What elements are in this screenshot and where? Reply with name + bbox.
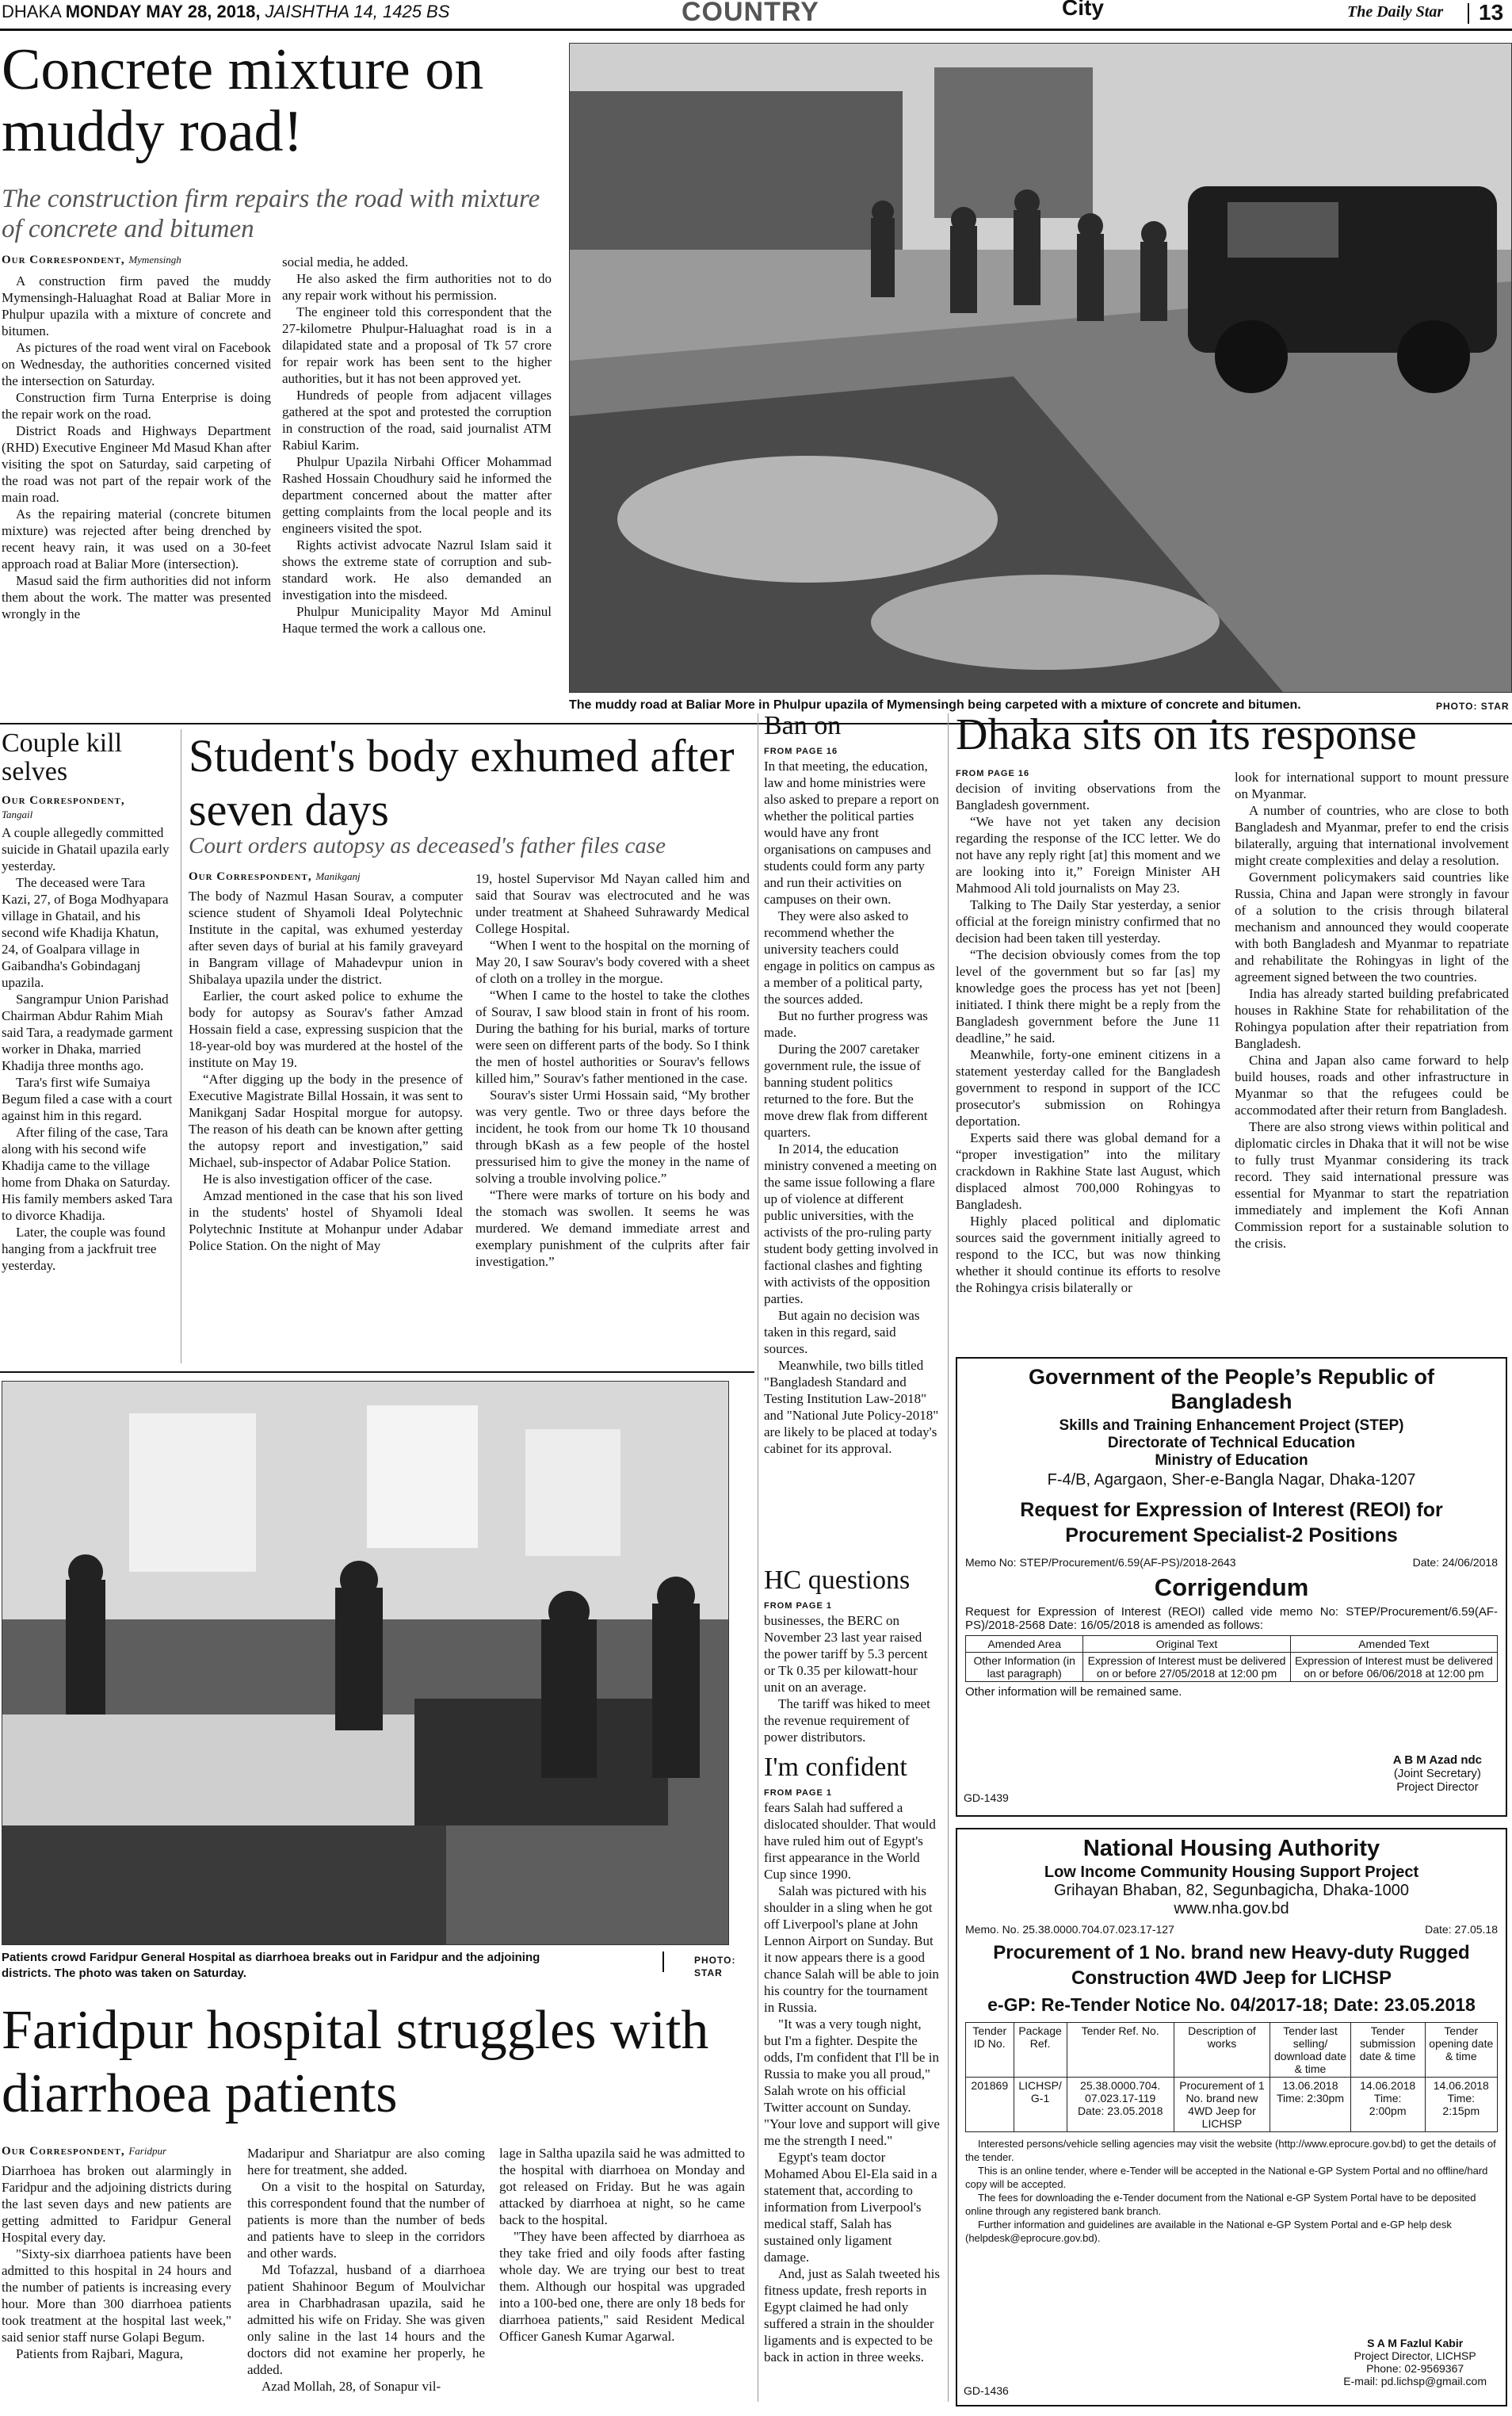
para: China and Japan also came forward to help build houses, roads and other infrastructure in Myanmar so that the refugees could be accommodated after their return from Bangladesh. xyxy=(1235,1053,1509,1118)
story7-headline: Dhaka sits on its response xyxy=(956,710,1417,759)
ad2-th: Tender Ref. No. xyxy=(1067,2023,1174,2078)
story7-from: FROM PAGE 16 xyxy=(956,769,1030,778)
ad2-memo-row xyxy=(965,1923,1498,1936)
ad1-th: Amended Text xyxy=(1290,1636,1497,1653)
para: Phulpur Municipality Mayor Md Aminul Haque termed the work a callous one. xyxy=(282,604,552,636)
para: "They have been affected by diarrhoea as they take fried and oily foods after fasting whole day. We are trying our best to treat them. Although our hospital was upgraded into a 100-bed one, there are only 18 beds for diarrhoea patients," said Resident Medical Officer Ganesh Kumar Agarwal. xyxy=(499,2229,745,2344)
hospital-photo-illustration xyxy=(2,1382,728,1944)
road-photo xyxy=(569,43,1512,693)
road-photo-caption: The muddy road at Baliar More in Phulpur upazila of Mymensingh being carpeted with a mixture of concrete and bitumen. xyxy=(569,698,1301,712)
ad2-line2: Grihayan Bhaban, 82, Segunbagicha, Dhaka-1000 xyxy=(1053,1882,1410,1899)
para: District Roads and Highways Department (RHD) Executive Engineer Md Masud Khan after visiting the spot on Saturday, said carpeting of the road was not part of the repair work of the main road. xyxy=(2,423,271,505)
para: Experts said there was global demand for a “proper investigation” into the military crackdown in Rakhine State last August, which displaced almost 700,000 Rohingyas to Bangladesh. xyxy=(956,1130,1220,1212)
ad2-td: LICHSP/ G-1 xyxy=(1014,2078,1067,2132)
para: There are also strong views within political and diplomatic circles in Dhaka that it will not be wise to fully trust Myanmar considering its track record. They said international pressure was essential for Myanmar to start the repatriation immediately and implement the Kofi Annan Commission report for a sustainable solution to the crisis. xyxy=(1235,1119,1509,1251)
ad2-signer-title: Project Director, LICHSP xyxy=(1354,2349,1476,2362)
ad2-date: Date: 27.05.18 xyxy=(1425,1923,1498,1936)
para: social media, he added. xyxy=(282,254,409,270)
para: Meanwhile, forty-one eminent citizens in a statement yesterday called for the Bangladesh government to respond in support of the ICC prosecutor's submission on Rohingya deportation. xyxy=(956,1047,1220,1129)
ad1-signer-title1: (Joint Secretary) xyxy=(1393,1767,1481,1780)
story1-subhead: The construction firm repairs the road with mixture of concrete and bitumen xyxy=(2,185,540,243)
ad2-th: Tender ID No. xyxy=(966,2023,1014,2078)
city-tab: City xyxy=(1062,0,1104,20)
story5-body xyxy=(764,1612,940,1745)
para: Talking to The Daily Star yesterday, a senior official at the foreign ministry confirmed that no decision had been taken till yesterday. xyxy=(956,897,1220,946)
ad2-notes xyxy=(965,2137,1498,2245)
para: Azad Mollah, 28, of Sonapur vil- xyxy=(262,2379,441,2394)
ad2-memo: Memo. No. 25.38.0000.704.07.023.17-127 xyxy=(965,1923,1174,1936)
para: Construction firm Turna Enterprise is doing the repair work on the road. xyxy=(2,390,271,422)
ad1-table xyxy=(965,1635,1498,1682)
ad2-th: Package Ref. xyxy=(1014,2023,1067,2078)
para: Highly placed political and diplomatic sources said the government initially agreed to respond to the ICC, but was now thinking whether it should continue its efforts to resolve the Rohingya crisis bilaterally or xyxy=(956,1214,1220,1295)
para: Earlier, the court asked police to exhume the body for autopsy as Sourav's father Amzad Hossain field a case, expressing suspicion that the 18-year-old boy was murdered at the hostel of the institute on May 19. xyxy=(189,988,463,1070)
story3-byline-label: Our Correspondent, xyxy=(189,870,312,883)
ad2-phone: Phone: 02-9569367 xyxy=(1366,2362,1464,2375)
ad1-title: Government of the People’s Republic of Bangladesh xyxy=(1028,1365,1435,1413)
road-photo-illustration xyxy=(570,44,1511,692)
para: fears Salah had suffered a dislocated shoulder. That would have ruled him out of Egypt's first appearance in the World Cup since 1990. xyxy=(764,1800,936,1882)
page-header xyxy=(0,0,1512,29)
story4-from: FROM PAGE 16 xyxy=(764,747,838,756)
para: businesses, the BERC on November 23 last year raised the power tariff by 5.3 percent or Tk 0.35 per kilowatt-hour unit on an average. xyxy=(764,1613,928,1695)
para: Diarrhoea has broken out alarmingly in Faridpur and the adjoining districts during the last seven days and new patients are getting admitted to Faridpur General Hospital every day. xyxy=(2,2163,231,2245)
para: The body of Nazmul Hasan Sourav, a computer science student of Shyamoli Ideal Polytechnic Institute in the capital, was exhumed yesterday after seven days of burial at his family graveyard in Bangram village of Mahadevpur union in Shibalaya upazila under the district. xyxy=(189,889,463,987)
ad2-note: This is an online tender, where e-Tender will be accepted in the National e-GP System Portal and no offline/hard copy will be accepted. xyxy=(965,2165,1488,2190)
para: “The decision obviously comes from the top level of the government but so far [as] my knowledge goes the process has yet not [been] initiated. I think there might be a reply from the Bangladesh government before the June 11 deadline,” he said. xyxy=(956,947,1220,1046)
ad2-note: Interested persons/vehicle selling agencies may visit the website (http://www.eprocure.gov.bd) to get the details of the tender. xyxy=(965,2138,1496,2163)
story5-headline: HC questions xyxy=(764,1565,911,1595)
para: Sourav's sister Urmi Hossain said, “My brother was very gentle. Two or three days before the incident, he took from our home Tk 10 thousand through bKash as a few people of the hostel pressurised him to give the money in the name of solving a trouble involving police.” xyxy=(475,1088,750,1186)
story2-headline: Couple kill selves xyxy=(2,728,123,786)
story3-byline xyxy=(189,870,361,884)
para: A construction firm paved the muddy Mymensingh-Haluaghat Road at Baliar More in Phulpur upazila with a mixture of concrete and bitumen. xyxy=(2,273,271,338)
caption-divider xyxy=(662,1952,664,1972)
para: “When I went to the hospital on the morning of May 20, I saw Sourav's body covered with a sheet of cloth on a trolley in the morgue. xyxy=(475,938,750,986)
story8-col2 xyxy=(247,2145,485,2395)
ad2-title: National Housing Authority xyxy=(1082,1836,1380,1861)
story3-subhead: Court orders autopsy as deceased's father files case xyxy=(189,833,666,858)
para: He is also investigation officer of the case. xyxy=(203,1172,433,1187)
ad1-heading: Corrigendum xyxy=(1154,1573,1309,1601)
para: Md Tofazzal, husband of a diarrhoea patient Shahinoor Begum of Moulvichar area in Charbhadrasan upazila, said he admitted his wife on Friday. She was given only saline in the last 14 hours and the doctors did not examine her properly, he added. xyxy=(247,2262,485,2377)
ad2-table xyxy=(965,2022,1498,2132)
story1-col2 xyxy=(282,254,552,636)
para: Hundreds of people from adjacent villages gathered at the spot and protested the corruption in construction of the road, said journalist ATM Rabiul Karim. xyxy=(282,388,552,453)
header-city: DHAKA xyxy=(2,2,61,21)
ad1-date: Date: 24/06/2018 xyxy=(1412,1556,1498,1569)
para: Meanwhile, two bills titled "Bangladesh Standard and Testing Institution Law-2018" and "National Jute Policy-2018" are likely to be placed at today's cabinet for its approval. xyxy=(764,1358,939,1456)
para: But no further progress was made. xyxy=(764,1008,928,1040)
para: decision of inviting observations from the Bangladesh government. xyxy=(956,781,1220,812)
ad2-td: 14.06.2018 Time: 2:15pm xyxy=(1425,2078,1497,2132)
para: look for international support to mount pressure on Myanmar. xyxy=(1235,770,1509,801)
hospital-photo-caption: Patients crowd Faridpur General Hospital as diarrhoea breaks out in Faridpur and the adjoining districts. The photo was taken on Saturday. xyxy=(2,1951,540,1980)
paper-name: The Daily Star xyxy=(1347,3,1444,21)
para: India has already started building prefabricated houses in Rakhine State for rehabilitation of the Rohingya population after their repatriation from Bangladesh. xyxy=(1235,986,1509,1051)
para: Government policymakers said countries like Russia, China and Japan were strongly in favour of a solution to the crisis through bilateral mechanism and announced they would cooperate with both Bangladesh and Myanmar to repatriate and rehabilitate the Rohingyas in light of the agreement signed between the two countries. xyxy=(1235,870,1509,984)
ad1-td: Other Information (in last paragraph) xyxy=(966,1653,1083,1682)
hospital-photo-credit: STAR xyxy=(694,1967,723,1978)
story3-headline: Student's body exhumed after seven days xyxy=(189,730,735,835)
ad2-th: Tender submission date & time xyxy=(1350,2023,1425,2078)
story6-headline: I'm confident xyxy=(764,1753,907,1782)
header-bengali-date: JAISHTHA 14, 1425 BS xyxy=(265,2,450,21)
story8-col3 xyxy=(499,2145,745,2345)
story4-body xyxy=(764,758,940,1457)
story8-byline-label: Our Correspondent, xyxy=(2,2145,125,2158)
ad1-gd: GD-1439 xyxy=(964,1791,1009,1804)
ad2-th: Tender opening date & time xyxy=(1425,2023,1497,2078)
story8-headline: Faridpur hospital struggles with diarrhoea patients xyxy=(2,2000,709,2124)
story3-col2 xyxy=(475,870,750,1270)
para: During the 2007 caretaker government rule, the issue of banning student politics returned to the fore. But the move drew flak from different quarters. xyxy=(764,1042,928,1140)
para: “There were marks of torture on his body and the stomach was swollen. It seems he was murdered. We demand immediate arrest and exemplary punishment of the culprits after fair investigation.” xyxy=(475,1187,750,1269)
para: Sangrampur Union Parishad Chairman Abdur Rahim Miah said Tara, a readymade garment worker in Dhaka, married Khadija three months ago. xyxy=(2,992,174,1073)
ad1-th: Amended Area xyxy=(966,1636,1083,1653)
ad2-web: www.nha.gov.bd xyxy=(1174,1900,1289,1917)
section-label: COUNTRY xyxy=(682,0,819,27)
para: Amzad mentioned in the case that his son lived in the students' hostel of Shyamoli Ideal Polytechnic Institute at Mohanpur under Adabar Police Station. On the night of May xyxy=(189,1188,463,1253)
ad1-line2: Directorate of Technical Education xyxy=(1107,1435,1356,1451)
hospital-photo xyxy=(2,1381,729,1945)
ad2-line1: Low Income Community Housing Support Project xyxy=(1044,1864,1419,1881)
ad2-email: E-mail: pd.lichsp@gmail.com xyxy=(1343,2375,1487,2387)
para: Later, the couple was found hanging from a jackfruit tree yesterday. xyxy=(2,1225,166,1273)
para: Patients from Rajbari, Magura, xyxy=(16,2346,184,2361)
para: A couple allegedly committed suicide in Ghatail upazila early yesterday. xyxy=(2,825,170,874)
story4-headline: Ban on xyxy=(764,711,842,740)
ad1-td: Expression of Interest must be delivered on or before 06/06/2018 at 12:00 pm xyxy=(1290,1653,1497,1682)
story3-col1 xyxy=(189,888,463,1254)
ad2-td: 25.38.0000.704. 07.023.17-119 Date: 23.05.2018 xyxy=(1067,2078,1174,2132)
para: Masud said the firm authorities did not inform them about the work. The matter was presented wrongly in the xyxy=(2,573,271,621)
para: lage in Saltha upazila said he was admitted to the hospital with diarrhoea on Monday and got released on Friday. But he was again attacked by diarrhoea at night, so he came back to the hospital. xyxy=(499,2146,745,2227)
ad1-signer: A B M Azad ndc xyxy=(1392,1753,1482,1767)
ad-nha-tender xyxy=(956,1828,1507,2406)
story1-byline xyxy=(2,254,181,267)
story8-col1 xyxy=(2,2162,231,2362)
ad2-note: Further information and guidelines are available in the National e-GP System Portal and e-GP help desk (helpdesk@eprocure.gov.bd). xyxy=(965,2219,1452,2244)
story3-place: Manikganj xyxy=(315,870,361,882)
para: In 2014, the education ministry convened a meeting on the same issue following a flare up of violence at different public universities, with the activists of the pro-ruling party student body getting involved in factional clashes and fighting with activists of the opposition parties. xyxy=(764,1141,939,1306)
para: And, just as Salah tweeted his fitness update, fresh reports in Egypt claimed he had only suffered a strain in the shoulder ligaments and is expected to be back in action in three weeks. xyxy=(764,2266,940,2364)
para: Rights activist advocate Nazrul Islam said it shows the extreme state of corruption and sub-standard work. He also demanded an investigation into the misdeed. xyxy=(282,537,552,602)
page-number: 13 xyxy=(1479,0,1504,25)
ad1-address: F-4/B, Agargaon, Sher-e-Bangla Nagar, Dhaka-1207 xyxy=(1047,1471,1416,1489)
story8-byline xyxy=(2,2145,166,2158)
ad1-intro: Request for Expression of Interest (REOI) called vide memo No: STEP/Procurement/6.59(AF-PS)/2018-2568 Date: 16/05/2018 is amended as follows: xyxy=(965,1605,1498,1632)
ad2-th: Tender last selling/ download date & time xyxy=(1270,2023,1351,2078)
section-rule-2 xyxy=(0,1371,754,1373)
ad2-gd: GD-1436 xyxy=(964,2384,1009,2397)
para: “After digging up the body in the presence of Executive Magistrate Billal Hossain, it was sent to Manikganj Sadar Hospital morgue for autopsy. The reason of his death can be known after getting the autopsy report and investigation,” said Michael, sub-inspector of Adabar Police Station. xyxy=(189,1072,463,1170)
header-divider xyxy=(1468,3,1469,24)
ad1-signer-title2: Project Director xyxy=(1396,1780,1479,1794)
hospital-photo-credit-label: PHOTO: xyxy=(694,1955,736,1966)
ad2-td: 14.06.2018 Time: 2:00pm xyxy=(1350,2078,1425,2132)
col-rule-3 xyxy=(948,713,949,2402)
story6-from: FROM PAGE 1 xyxy=(764,1788,832,1798)
story1-col1 xyxy=(2,273,271,622)
story2-byline: Our Correspondent, xyxy=(2,794,125,807)
ad1-memo-row xyxy=(965,1556,1498,1569)
story7-col2 xyxy=(1235,769,1509,1252)
para: 19, hostel Supervisor Md Nayan called him and said that Sourav was electrocuted and he was under treatment at Shaheed Suhrawardy Medical College Hospital. xyxy=(475,871,750,936)
para: A number of countries, who are close to both Bangladesh and Myanmar, prefer to end the crisis bilaterally, arguing that international involvement might create complexities and delay a resolution. xyxy=(1235,803,1509,868)
para: Tara's first wife Sumaiya Begum filed a case with a court against him in this regard. xyxy=(2,1075,173,1123)
ad2-headline: Procurement of 1 No. brand new Heavy-duty Rugged Construction 4WD Jeep for LICHSP xyxy=(993,1942,1470,1989)
header-rule xyxy=(0,29,1512,31)
para: “We have not yet taken any decision regarding the response of the ICC letter. We do not have any reply right [at] this moment and we are looking into it,” Foreign Minister AH Mahmood Ali told journalists on May 23. xyxy=(956,814,1220,896)
ad1-th: Original Text xyxy=(1083,1636,1290,1653)
ad1-request: Request for Expression of Interest (REOI) for Procurement Specialist-2 Positions xyxy=(1020,1499,1443,1546)
ad1-td: Expression of Interest must be delivered on or before 27/05/2018 at 12:00 pm xyxy=(1083,1653,1290,1682)
ad1-other: Other information will be remained same. xyxy=(965,1685,1182,1699)
ad2-td: 13.06.2018 Time: 2:30pm xyxy=(1270,2078,1351,2132)
para: But again no decision was taken in this regard, said sources. xyxy=(764,1308,920,1356)
ad2-notice: e-GP: Re-Tender Notice No. 04/2017-18; Date: 23.05.2018 xyxy=(987,1994,1476,2015)
para: Phulpur Upazila Nirbahi Officer Mohammad Rashed Hossain Choudhury said he informed the department concerned about the matter after getting complaints from the local people and its engineers visited the spot. xyxy=(282,454,552,536)
para: Egypt's team doctor Mohamed Abou El-Ela said in a statement that, according to information from Liverpool's medical staff, Salah has sustained only ligament damage. xyxy=(764,2150,937,2265)
ad2-signature xyxy=(1343,2337,1487,2387)
story1-headline: Concrete mixture on muddy road! xyxy=(2,37,484,164)
story1-place: Mymensingh xyxy=(128,254,181,266)
story2-body xyxy=(2,824,174,1274)
header-date: MONDAY MAY 28, 2018, xyxy=(65,2,261,21)
para: In that meeting, the education, law and home ministries were also asked to prepare a report on whether the political parties would have any front organisations on campuses and students could form any party and run their activities on campuses on their own. xyxy=(764,759,939,907)
ad1-line3: Ministry of Education xyxy=(1155,1452,1308,1469)
ad2-note: The fees for downloading the e-Tender document from the National e-GP System Portal have to be deposited online through any registered bank branch. xyxy=(965,2192,1476,2217)
para: The engineer told this correspondent that the 27-kilometre Phulpur-Haluaghat road is in a dilapidated state and a proposal of Tk 57 crore for repair work has been sent to the higher authorities, but it has not been approved yet. xyxy=(282,304,552,386)
ad2-td: 201869 xyxy=(966,2078,1014,2132)
para: As pictures of the road went viral on Facebook on Wednesday, the authorities concerned visited the intersection on Saturday. xyxy=(2,340,271,388)
ad2-th: Description of works xyxy=(1174,2023,1270,2078)
para: "Sixty-six diarrhoea patients have been admitted to this hospital in 24 hours and the number of patients is increasing every hour. More than 300 diarrhoea patients took treatment at the hospital last week," said senior staff nurse Golapi Begum. xyxy=(2,2246,231,2345)
para: As the repairing material (concrete bitumen mixture) was rejected after being drenched by recent heavy rain, it was used on a 30-feet approach road at Baliar More (intersection). xyxy=(2,507,271,572)
story6-body xyxy=(764,1799,940,2365)
story1-byline-label: Our Correspondent, xyxy=(2,254,125,266)
ad-step-corrigendum xyxy=(956,1357,1507,1817)
para: Madaripur and Shariatpur are also coming here for treatment, she added. xyxy=(247,2146,485,2177)
para: Salah was pictured with his shoulder in a sling when he got off Liverpool's plane at John Lennon Airport on Sunday. But it now appears there is a good chance Salah will be able to join his country for the tournament in Russia. xyxy=(764,1883,939,2015)
para: On a visit to the hospital on Saturday, this correspondent found that the number of patients is more than the number of beds and patients have to sleep in the corridors and other wards. xyxy=(247,2179,485,2261)
ad1-signature xyxy=(1393,1753,1482,1794)
ad1-line1: Skills and Training Enhancement Project (STEP) xyxy=(1059,1417,1404,1434)
story8-place: Faridpur xyxy=(128,2145,166,2157)
para: “When I came to the hostel to take the clothes of Sourav, I saw blood stain in front of his room. During the bathing for his burial, marks of torture were seen on different parts of the body. So I think the men of hostel authorities or Sourav's fellows killed him,” Sourav's father mentioned in the case. xyxy=(475,988,750,1086)
story7-col1 xyxy=(956,780,1220,1296)
road-photo-credit: PHOTO: STAR xyxy=(1436,701,1510,712)
para: The deceased were Tara Kazi, 27, of Boga Modhyapara village in Ghatail, and his second wife Khadija Khatun, 24, of Goalpara village in Gaibandha's Gobindaganj upazila. xyxy=(2,875,169,990)
story5-from: FROM PAGE 1 xyxy=(764,1601,832,1611)
para: The tariff was hiked to meet the revenue requirement of power distributors. xyxy=(764,1696,930,1745)
para: He also asked the firm authorities not to do any repair work without his permission. xyxy=(282,271,552,303)
ad2-signer: S A M Fazlul Kabir xyxy=(1367,2337,1464,2349)
ad1-memo: Memo No: STEP/Procurement/6.59(AF-PS)/2018-2643 xyxy=(965,1556,1236,1569)
ad2-td: Procurement of 1 No. brand new 4WD Jeep for LICHSP xyxy=(1174,2078,1270,2132)
para: "It was a very tough night, but I'm a fighter. Despite the odds, I'm confident that I'll be in Russia to make you all proud," Salah wrote on his official Twitter account on Sunday. "Your love and support will give me the strength I need." xyxy=(764,2017,940,2148)
para: After filing of the case, Tara along with his second wife Khadija came to the village home from Dhaka on Saturday. His family members asked Tara to divorce Khadija. xyxy=(2,1125,173,1223)
dateline xyxy=(2,2,449,22)
story2-place: Tangail xyxy=(2,809,33,820)
para: They were also asked to recommend whether the university teachers could engage in politics on campus as a member of a political party, the sources added. xyxy=(764,908,935,1007)
